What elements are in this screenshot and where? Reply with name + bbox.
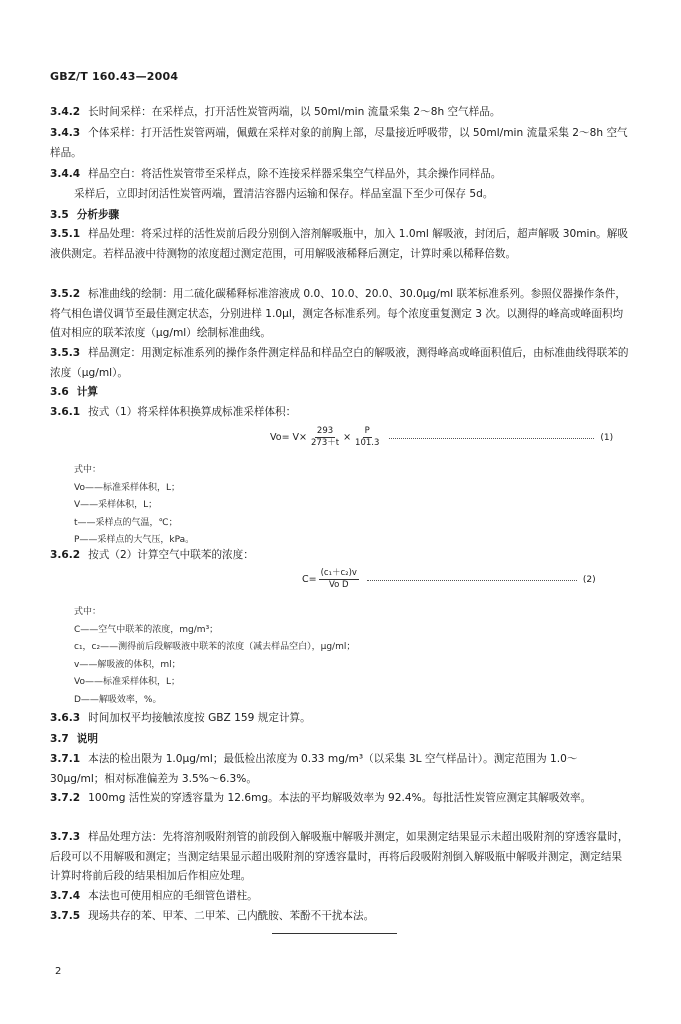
- dot-leader: [367, 579, 577, 581]
- item-3-4-2: 3.4.2 长时间采样：在采样点，打开活性炭管两端，以 50ml/min 流量采集 2～8h 空气样品。: [50, 106, 501, 118]
- item-3-5-3: 3.5.3 样品测定：用测定标准系列的操作条件测定样品和样品空白的解吸液，测得峰高或峰面积值后，由标准曲线得联苯的浓度（μg/ml）。: [50, 347, 629, 379]
- item-3-4-4: 3.4.4 样品空白：将活性炭管带至采样点，除不连接采样器采集空气样品外，其余操作同样品。: [50, 168, 502, 180]
- item-3-6-3: 3.6.3 时间加权平均接触浓度按 GBZ 159 规定计算。: [50, 712, 311, 724]
- fraction-pressure: $\frac{P}{101.3}$: [355, 426, 380, 448]
- page-number: 2: [55, 966, 62, 977]
- standard-code: GBZ/T 160.43—2004: [50, 70, 179, 83]
- section-3-7-heading: 3.7 说明: [50, 733, 98, 745]
- equation-number-2: (2): [582, 574, 596, 585]
- item-3-5-1: 3.5.1 样品处理：将采过样的活性炭前后段分别倒入溶剂解吸瓶中，加入 1.0ml 解吸液，封闭后，超声解吸 30min。解吸液供测定。若样品液中待测物的浓度超过测定范围，可用解吸液稀释后测定，计算时乘以稀释倍数。: [50, 228, 628, 260]
- dot-leader: [389, 437, 594, 439]
- end-rule: [272, 933, 397, 934]
- fraction-temperature: $\frac{293}{273+t}$: [311, 426, 340, 448]
- item-3-7-2: 3.7.2 100mg 活性炭的穿透容量为 12.6mg。本法的平均解吸效率为 92.4%。每批活性炭管应测定其解吸效率。: [50, 792, 592, 804]
- formula-1: Vo= V× $\frac{293}{273+t}$ × $\frac{P}{101.3}$ (1): [270, 426, 614, 448]
- fraction-concentration: $\frac{\text{(c₁＋c₂)v}}{\text{Vo D}}$: [320, 568, 357, 590]
- item-3-4-4-storage: 采样后，立即封闭活性炭管两端，置清洁容器内运输和保存。样品室温下至少可保存 5d。: [74, 188, 494, 200]
- item-3-7-5: 3.7.5 现场共存的苯、甲苯、二甲苯、己内酰胺、苯酚不干扰本法。: [50, 910, 375, 922]
- item-3-6-2: 3.6.2 按式（2）计算空气中联苯的浓度：: [50, 549, 254, 561]
- item-3-7-4: 3.7.4 本法也可使用相应的毛细管色谱柱。: [50, 890, 258, 902]
- formula-1-definitions: 式中： Vo——标准采样体积，L； V——采样体积，L； t——采样点的气温，℃； P——采样点的大气压，kPa。: [74, 465, 195, 545]
- item-3-5-2: 3.5.2 标准曲线的绘制：用二硫化碳稀释标准溶液成 0.0、10.0、20.0、30.0μg/ml 联苯标准系列。参照仪器操作条件，将气相色谱仪调节至最佳测定状态，分别进样 1.0μl，测定各标准系列。每个浓度重复测定 3 次。以测得的峰高或峰面积均值对相应的联苯浓度（μg/ml）绘制标准曲线。: [50, 288, 626, 339]
- equation-number-1: (1): [600, 432, 614, 443]
- section-3-5-heading: 3.5 分析步骤: [50, 209, 120, 221]
- item-3-7-3: 3.7.3 样品处理方法：先将溶剂吸附剂管的前段倒入解吸瓶中解吸并测定，如果测定结果显示未超出吸附剂的穿透容量时，后段可以不用解吸和测定；当测定结果显示超出吸附剂的穿透容量时，再将后段吸附剂倒入解吸瓶中解吸并测定，测定结果计算时将前后段的结果相加后作相应处理。: [50, 831, 629, 882]
- formula-2: C= $\frac{\text{(c₁＋c₂)v}}{\text{Vo D}}$ (2): [302, 568, 596, 590]
- item-3-7-1: 3.7.1 本法的检出限为 1.0μg/ml；最低检出浓度为 0.33 mg/m³（以采集 3L 空气样品计）。测定范围为 1.0～30μg/ml；相对标准偏差为 3.5%～6.3%。: [50, 753, 578, 785]
- formula-2-definitions: 式中： C——空气中联苯的浓度，mg/m³； c₁，c₂——测得前后段解吸液中联苯的浓度（减去样品空白），μg/ml； v——解吸液的体积，ml； Vo——标准采样体积，L； D——解吸效率，%。: [74, 607, 356, 705]
- item-3-4-3: 3.4.3 个体采样：打开活性炭管两端，佩戴在采样对象的前胸上部，尽量接近呼吸带，以 50ml/min 流量采集 2～8h 空气样品。: [50, 127, 628, 159]
- item-3-6-1: 3.6.1 按式（1）将采样体积换算成标准采样体积：: [50, 406, 297, 418]
- section-3-6-heading: 3.6 计算: [50, 386, 98, 398]
